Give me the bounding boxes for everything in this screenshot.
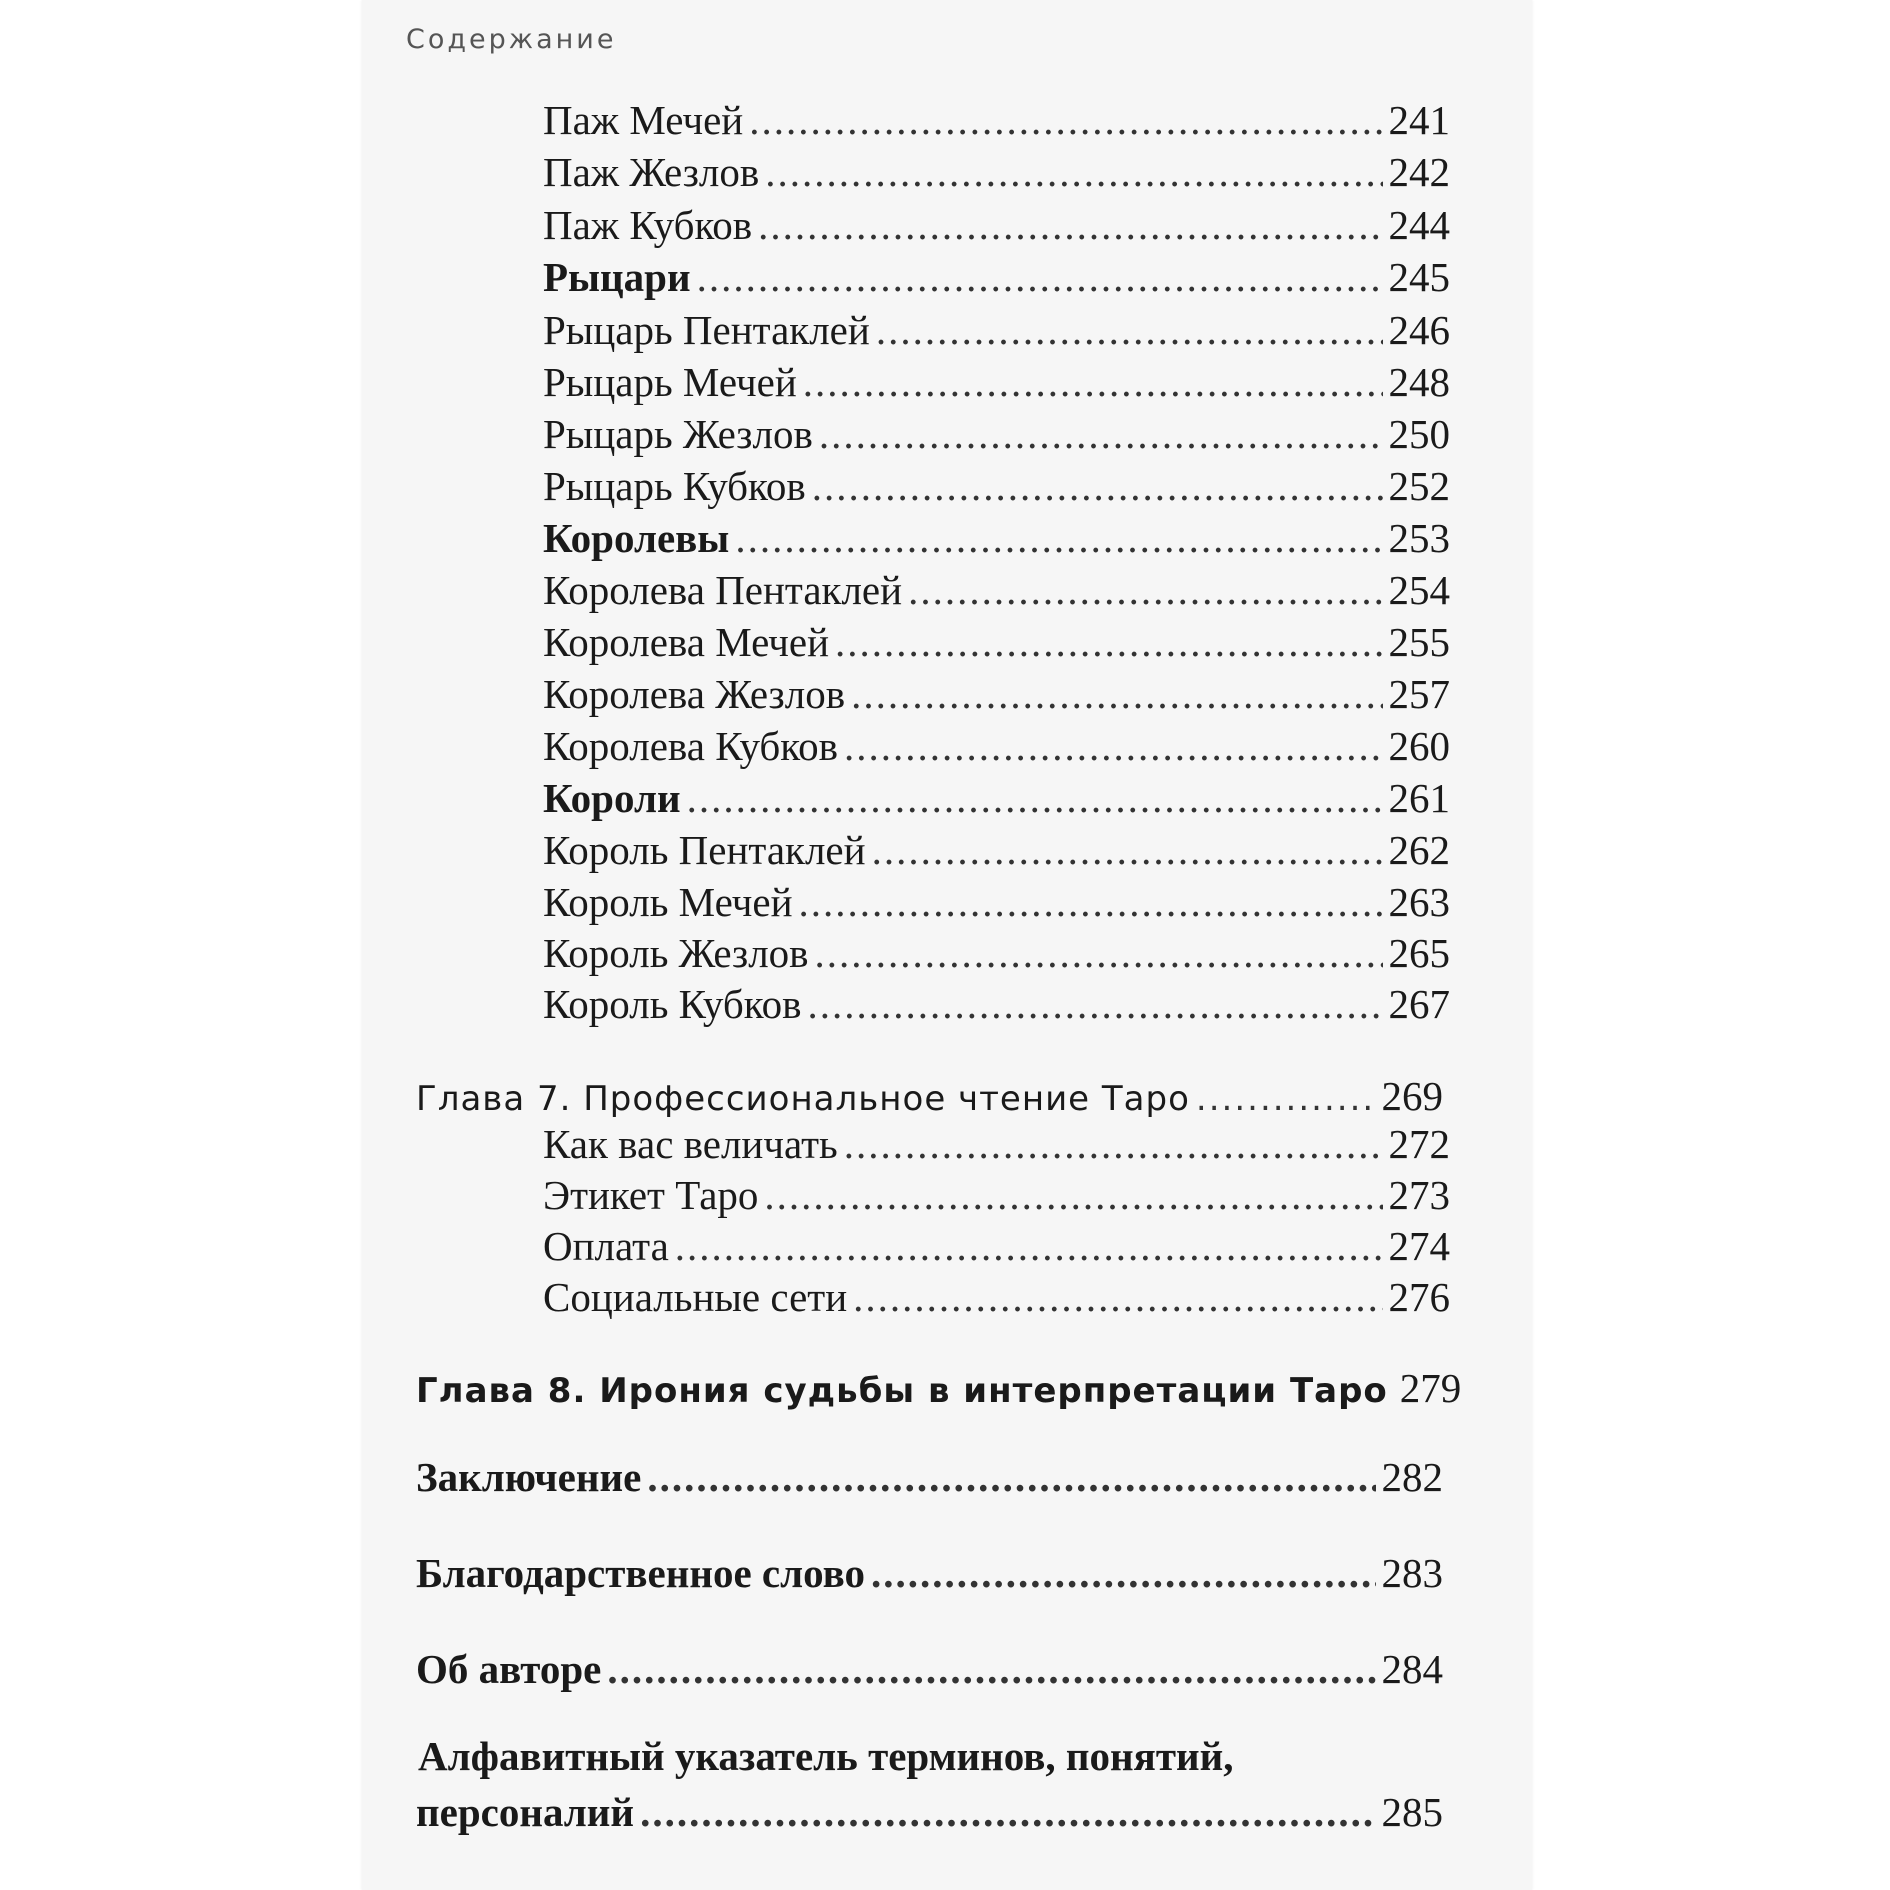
toc-entry-page: 279 <box>1399 1365 1462 1411</box>
toc-entry-title: Паж Кубков <box>543 202 753 248</box>
toc-entry-title: Королева Мечей <box>543 619 830 665</box>
toc-entry-title: Как вас величать <box>543 1121 838 1167</box>
dot-leader <box>871 1553 1376 1594</box>
dot-leader <box>758 205 1382 246</box>
toc-chapter <box>416 1073 1443 1119</box>
dot-leader <box>815 933 1383 974</box>
toc-entry-page: 272 <box>1388 1121 1450 1167</box>
toc-entry-page: 250 <box>1388 411 1450 457</box>
toc-part <box>416 1646 1443 1692</box>
dot-leader <box>844 1124 1383 1165</box>
toc-entry-page: 263 <box>1388 879 1450 925</box>
toc-entry <box>543 827 1450 873</box>
toc-entry <box>543 307 1450 353</box>
dot-leader <box>765 152 1382 193</box>
dot-leader <box>640 1792 1375 1833</box>
toc-entry-page: 265 <box>1388 930 1450 976</box>
toc-entry <box>543 411 1450 457</box>
toc-entry-title: Рыцарь Жезлов <box>543 411 813 457</box>
toc-entry-title: Рыцарь Мечей <box>543 359 797 405</box>
toc-entry-page: 273 <box>1388 1172 1450 1218</box>
toc-entry-title: Оплата <box>543 1223 669 1269</box>
dot-leader <box>697 257 1383 298</box>
toc-entry-page: 253 <box>1388 515 1450 561</box>
toc-entry <box>543 97 1450 143</box>
toc-entry-title: Королева Кубков <box>543 723 838 769</box>
toc-entry-page: 245 <box>1388 254 1450 300</box>
toc-section-title: Рыцари <box>543 254 691 300</box>
toc-entry-page: 282 <box>1381 1454 1443 1500</box>
toc-section-title: Королевы <box>543 515 730 561</box>
toc-entry-page: 276 <box>1388 1274 1450 1320</box>
toc-entry <box>543 149 1450 195</box>
toc-entry-title: Паж Мечей <box>543 97 744 143</box>
toc-entry <box>543 879 1450 925</box>
toc-entry-title: Король Мечей <box>543 879 793 925</box>
dot-leader <box>607 1649 1375 1690</box>
running-head: Содержание <box>406 24 617 55</box>
toc-entry-page: 283 <box>1381 1550 1443 1596</box>
toc-entry-page: 267 <box>1388 981 1450 1027</box>
toc-entry <box>543 1172 1450 1218</box>
dot-leader <box>807 984 1382 1025</box>
dot-leader <box>908 570 1382 611</box>
toc-part-title: Об авторе <box>416 1646 602 1692</box>
toc-entry <box>543 359 1450 405</box>
dot-leader <box>799 882 1383 923</box>
toc-entry-page: 241 <box>1388 97 1450 143</box>
toc-entry-page: 261 <box>1388 775 1450 821</box>
toc-entry <box>543 202 1450 248</box>
toc-entry-title: Король Пентаклей <box>543 827 866 873</box>
toc-entry <box>543 619 1450 665</box>
dot-leader <box>803 362 1383 403</box>
dot-leader <box>687 778 1383 819</box>
dot-leader <box>851 674 1382 715</box>
dot-leader <box>812 466 1383 507</box>
toc-entry <box>543 1223 1450 1269</box>
toc-entry <box>543 1274 1450 1320</box>
toc-part-title-line1: Алфавитный указатель терминов, понятий, <box>418 1733 1234 1779</box>
toc-entry <box>543 930 1450 976</box>
toc-section <box>543 775 1450 821</box>
toc-entry-page: 244 <box>1388 202 1450 248</box>
dot-leader <box>835 622 1382 663</box>
toc-entry-page: 248 <box>1388 359 1450 405</box>
toc-entry-page: 257 <box>1388 671 1450 717</box>
toc-entry <box>543 723 1450 769</box>
toc-entry-page: 260 <box>1388 723 1450 769</box>
toc-entry-page: 285 <box>1381 1789 1443 1835</box>
dot-leader <box>872 830 1383 871</box>
toc-entry <box>543 1121 1450 1167</box>
dot-leader <box>764 1175 1382 1216</box>
toc-entry-title: Этикет Таро <box>543 1172 759 1218</box>
toc-part-title: Заключение <box>416 1454 642 1500</box>
dot-leader <box>749 100 1382 141</box>
toc-entry-page: 242 <box>1388 149 1450 195</box>
toc-entry-page: 252 <box>1388 463 1450 509</box>
toc-section-title: Короли <box>543 775 681 821</box>
toc-entry-page: 246 <box>1388 307 1450 353</box>
toc-part <box>416 1550 1443 1596</box>
toc-entry <box>543 463 1450 509</box>
toc-part <box>416 1789 1443 1835</box>
dot-leader <box>819 414 1383 455</box>
dot-leader <box>1196 1082 1376 1116</box>
toc-entry-title: Рыцарь Кубков <box>543 463 806 509</box>
toc-entry-page: 254 <box>1388 567 1450 613</box>
toc-chapter-title: Глава 8. Ирония судьбы в интерпретации Таро <box>416 1371 1388 1411</box>
dot-leader <box>844 726 1383 767</box>
toc-entry-title: Королева Пентаклей <box>543 567 903 613</box>
toc-entry-title: Король Кубков <box>543 981 802 1027</box>
toc-chapter <box>416 1365 1462 1411</box>
dot-leader <box>876 310 1383 351</box>
toc-entry <box>543 671 1450 717</box>
toc-entry-page: 255 <box>1388 619 1450 665</box>
toc-entry-title: Социальные сети <box>543 1274 848 1320</box>
toc-part-title: Благодарственное слово <box>416 1550 865 1596</box>
toc-entry <box>543 981 1450 1027</box>
dot-leader <box>675 1226 1383 1267</box>
toc-section <box>543 515 1450 561</box>
toc-entry-page: 284 <box>1381 1646 1443 1692</box>
toc-entry-title: Рыцарь Пентаклей <box>543 307 870 353</box>
toc-chapter-title: Глава 7. Профессиональное чтение Таро <box>416 1079 1190 1119</box>
toc-entry-title: Король Жезлов <box>543 930 809 976</box>
dot-leader <box>853 1277 1382 1318</box>
toc-entry-title: Королева Жезлов <box>543 671 846 717</box>
toc-entry-page: 262 <box>1388 827 1450 873</box>
toc-entry <box>543 567 1450 613</box>
dot-leader <box>735 518 1382 559</box>
toc-part <box>416 1454 1443 1500</box>
toc-section <box>543 254 1450 300</box>
toc-entry-page: 274 <box>1388 1223 1450 1269</box>
dot-leader <box>647 1457 1375 1498</box>
toc-part-title: персоналий <box>416 1789 635 1835</box>
toc-entry-page: 269 <box>1381 1073 1443 1119</box>
toc-entry-title: Паж Жезлов <box>543 149 760 195</box>
